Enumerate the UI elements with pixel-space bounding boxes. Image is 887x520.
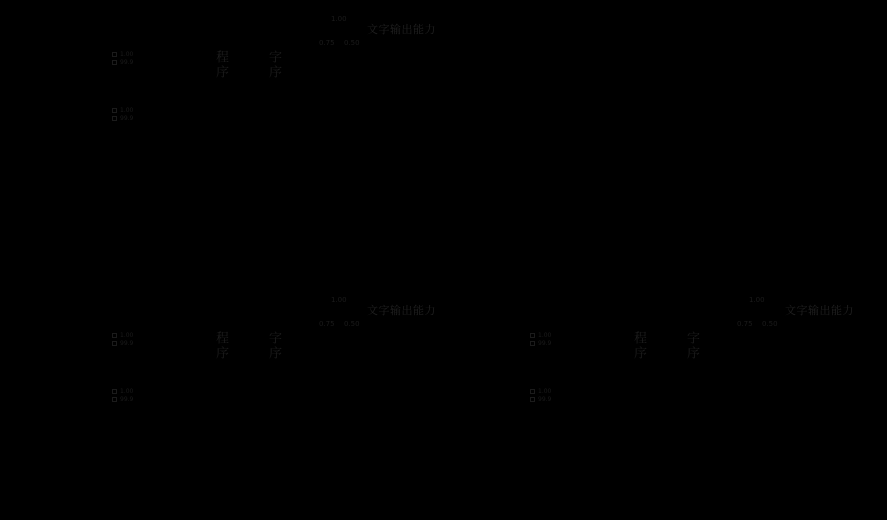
metric-row [112, 107, 133, 114]
node-label-right: 字序 [266, 331, 281, 361]
legend-marker-icon [112, 116, 117, 121]
node-label-left: 程序 [213, 50, 228, 80]
tick-label-lower-left: 0.75 [319, 320, 335, 328]
metric-value: 1.00 [120, 107, 134, 114]
metric-row [530, 340, 551, 347]
metric-group-lower [112, 388, 133, 403]
metric-row [530, 332, 551, 339]
legend-marker-icon [112, 341, 117, 346]
metric-value: 99.9 [120, 340, 134, 347]
chart-panel-top [0, 0, 436, 130]
metric-group-upper [112, 51, 133, 66]
chart-panel-bottom-left [0, 281, 436, 411]
metric-group-upper [112, 332, 133, 347]
tick-label-top: 1.00 [331, 296, 347, 304]
metric-row [112, 115, 133, 122]
metric-value: 99.9 [538, 396, 552, 403]
metric-row [530, 396, 551, 403]
legend-marker-icon [530, 341, 535, 346]
metric-group-lower [112, 107, 133, 122]
legend-marker-icon [530, 389, 535, 394]
legend-marker-icon [112, 333, 117, 338]
metric-value: 1.00 [538, 332, 552, 339]
metric-value: 99.9 [538, 340, 552, 347]
node-label-left: 程序 [213, 331, 228, 361]
tick-label-lower-right: 0.50 [762, 320, 778, 328]
chart-title: 文字输出能力 [367, 304, 436, 317]
metric-value: 99.9 [120, 115, 134, 122]
metric-group-lower [530, 388, 551, 403]
metric-row [530, 388, 551, 395]
node-label-right: 字序 [684, 331, 699, 361]
tick-label-lower-right: 0.50 [344, 39, 360, 47]
metric-row [112, 59, 133, 66]
chart-title: 文字输出能力 [785, 304, 854, 317]
metric-group-upper [530, 332, 551, 347]
chart-title: 文字输出能力 [367, 23, 436, 36]
legend-marker-icon [530, 333, 535, 338]
metric-row [112, 332, 133, 339]
legend-marker-icon [112, 108, 117, 113]
metric-value: 1.00 [538, 388, 552, 395]
node-label-left: 程序 [631, 331, 646, 361]
tick-label-top: 1.00 [331, 15, 347, 23]
tick-label-top: 1.00 [749, 296, 765, 304]
metric-row [112, 340, 133, 347]
metric-value: 1.00 [120, 51, 134, 58]
metric-row [112, 51, 133, 58]
tick-label-lower-left: 0.75 [319, 39, 335, 47]
tick-label-lower-left: 0.75 [737, 320, 753, 328]
legend-marker-icon [112, 389, 117, 394]
metric-row [112, 388, 133, 395]
tick-label-lower-right: 0.50 [344, 320, 360, 328]
metric-row [112, 396, 133, 403]
legend-marker-icon [112, 397, 117, 402]
legend-marker-icon [112, 52, 117, 57]
metric-value: 1.00 [120, 388, 134, 395]
node-label-right: 字序 [266, 50, 281, 80]
legend-marker-icon [530, 397, 535, 402]
legend-marker-icon [112, 60, 117, 65]
metric-value: 99.9 [120, 59, 134, 66]
metric-value: 99.9 [120, 396, 134, 403]
chart-panel-bottom-right [418, 281, 854, 411]
metric-value: 1.00 [120, 332, 134, 339]
